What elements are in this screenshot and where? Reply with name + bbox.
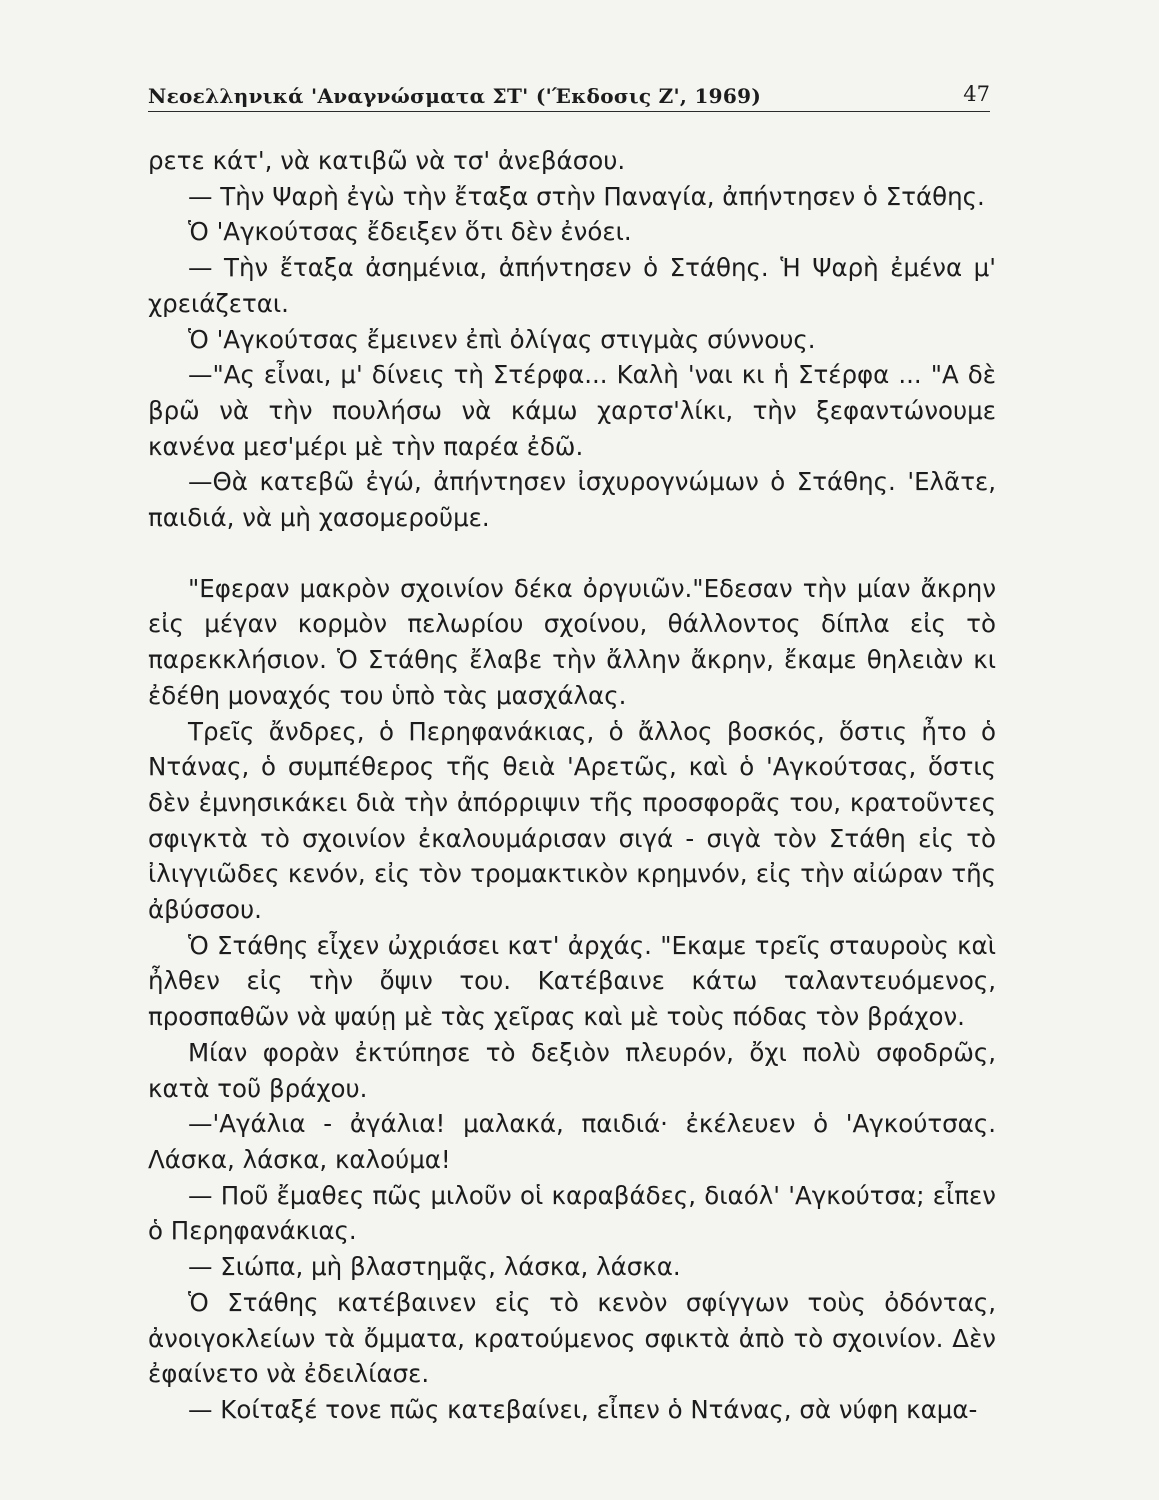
- page-number: 47: [963, 82, 990, 106]
- paragraph: —'Αγάλια - ἀγάλια! μαλακά, παιδιά· ἐκέλευεν ὁ 'Αγκούτσας. Λάσκα, λάσκα, καλούμα!: [148, 1109, 996, 1174]
- paragraph: — Τὴν Ψαρὴ ἐγὼ τὴν ἔταξα στὴν Παναγία, ἀπήντησεν ὁ Στάθης.: [188, 181, 985, 211]
- header-rule: [148, 111, 990, 112]
- paragraph: —Θὰ κατεβῶ ἐγώ, ἀπήντησεν ἰσχυρογνώμων ὁ Στάθης. 'Ελᾶτε, παιδιά, νὰ μὴ χασομεροῦμε.: [148, 467, 996, 533]
- paragraph: ρετε κάτ', νὰ κατιβῶ νὰ τσ' ἀνεβάσου.: [148, 146, 626, 175]
- paragraph: Ὁ 'Αγκούτσας ἔμεινεν ἐπὶ ὀλίγας στιγμὰς σύννους.: [188, 324, 816, 354]
- body-text: [148, 143, 996, 1428]
- running-header: [148, 80, 990, 120]
- paragraph: — Ποῦ ἔμαθες πῶς μιλοῦν οἱ καραβάδες, διαόλ' 'Αγκούτσα; εἶπεν ὁ Περηφανάκιας.: [148, 1180, 996, 1246]
- paragraph: Ὁ Στάθης εἶχεν ὠχριάσει κατ' ἀρχάς. "Εκαμε τρεῖς σταυροὺς καὶ ἦλθεν εἰς τὴν ὄψιν του. Κατέβαινε κάτω ταλαντευόμενος, προσπαθῶν νὰ ψαύῃ μὲ τὰς χεῖρας καὶ μὲ τοὺς πόδας τὸν βράχον.: [148, 930, 996, 1032]
- paragraph: Μίαν φορὰν ἐκτύπησε τὸ δεξιὸν πλευρόν, ὄχι πολὺ σφοδρῶς, κατὰ τοῦ βράχου.: [148, 1037, 996, 1103]
- paragraph: "Εφεραν μακρὸν σχοινίον δέκα ὀργυιῶν."Εδεσαν τὴν μίαν ἄκρην εἰς μέγαν κορμὸν πελωρίου σχοίνου, θάλλοντος δίπλα εἰς τὸ παρεκκλήσιον. Ὁ Στάθης ἔλαβε τὴν ἄλλην ἄκρην, ἔκαμε θηλειὰν κι ἐδέθη μοναχός του ὑπὸ τὰς μασχάλας.: [148, 573, 996, 710]
- paragraph: —"Ας εἶναι, μ' δίνεις τὴ Στέρφα... Καλὴ 'ναι κι ἡ Στέρφα ... "Α δὲ βρῶ νὰ τὴν πουλήσω νὰ κάμω χαρτσ'λίκι, τὴν ξεφαντώνουμε κανένα μεσ'μέρι μὲ τὴν παρέα ἐδῶ.: [148, 360, 996, 461]
- paragraph: — Σιώπα, μὴ βλαστημᾷς, λάσκα, λάσκα.: [188, 1252, 681, 1282]
- paragraph: Ὁ Στάθης κατέβαινεν εἰς τὸ κενὸν σφίγγων τοὺς ὀδόντας, ἀνοιγοκλείων τὰ ὄμματα, κρατούμενος σφικτὰ ἀπὸ τὸ σχοινίον. Δὲν ἐφαίνετο νὰ ἐδειλίασε.: [148, 1287, 996, 1389]
- header-title: Νεοελληνικά 'Αναγνώσματα ΣΤ' ('Έκδοσις Ζ', 1969): [148, 84, 762, 108]
- paragraph: Τρεῖς ἄνδρες, ὁ Περηφανάκιας, ὁ ἄλλος βοσκός, ὅστις ἦτο ὁ Ντάνας, ὁ συμπέθερος τῆς θειὰ 'Αρετῶς, καὶ ὁ 'Αγκούτσας, ὅστις δὲν ἐμνησικάκει διὰ τὴν ἀπόρριψιν τῆς προσφορᾶς του, κρατοῦντες σφιγκτὰ τὸ σχοινίον ἐκαλουμάρισαν σιγά - σιγὰ τὸν Στάθη εἰς τὸ ἰλιγγιῶδες κενόν, εἰς τὸν τρομακτικὸν κρημνόν, εἰς τὴν αἰώραν τῆς ἀβύσσου.: [148, 716, 996, 925]
- paragraph: Ὁ 'Αγκούτσας ἔδειξεν ὅτι δὲν ἐνόει.: [188, 217, 632, 247]
- paragraph: — Τὴν ἔταξα ἀσημένια, ἀπήντησεν ὁ Στάθης. Ἡ Ψαρὴ ἐμένα μ' χρειάζεται.: [148, 253, 996, 318]
- paragraph: — Κοίταξέ τονε πῶς κατεβαίνει, εἶπεν ὁ Ντάνας, σὰ νύφη καμα-: [188, 1394, 978, 1424]
